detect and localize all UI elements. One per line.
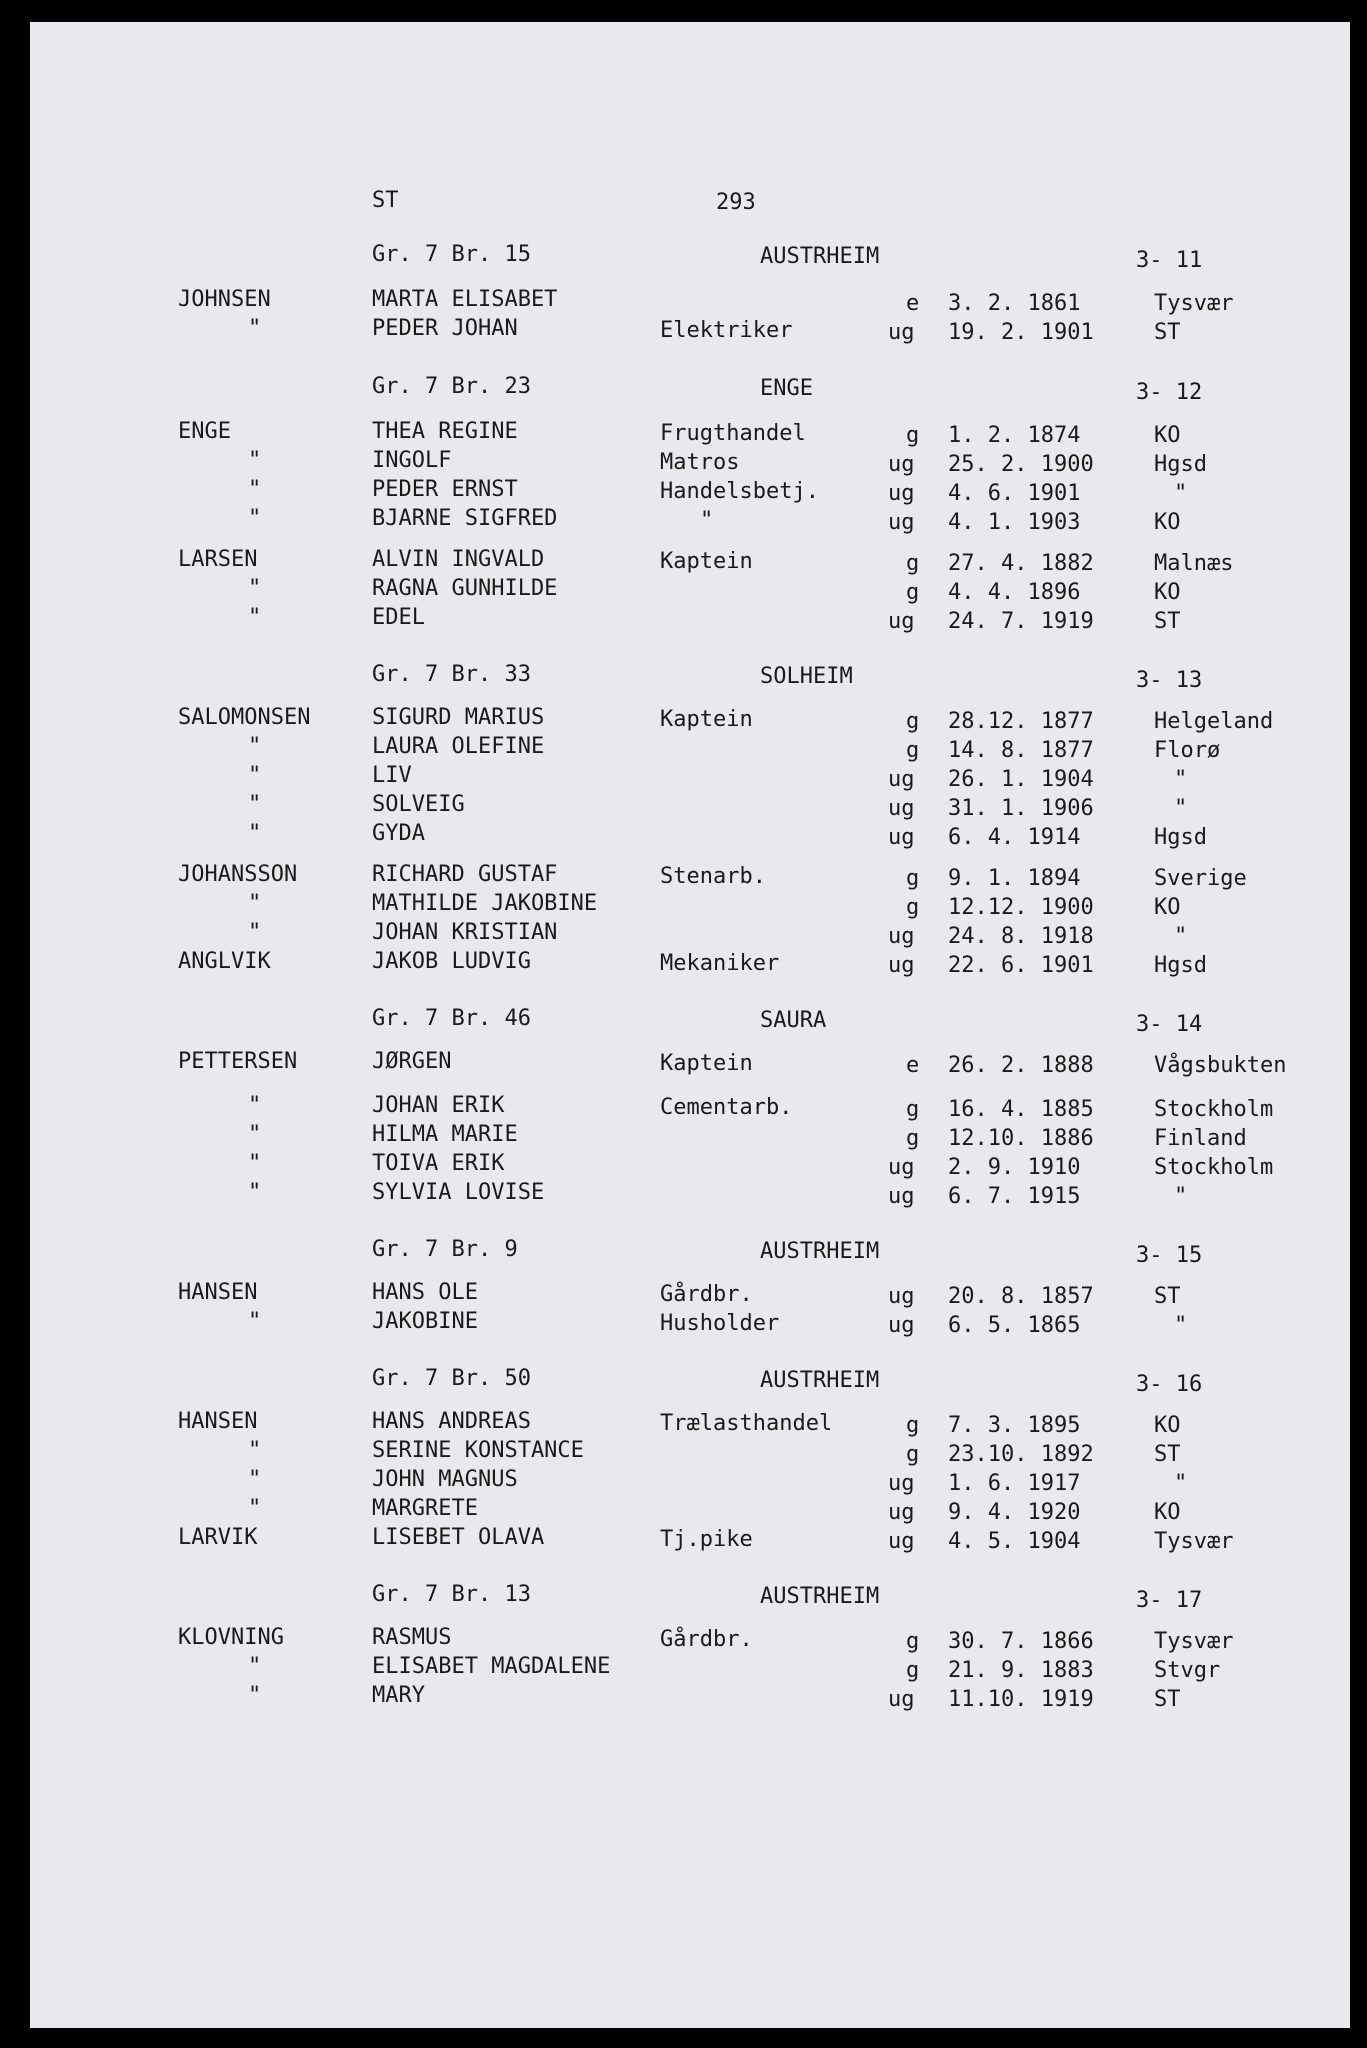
birthplace-cell: Tysvær (1154, 1529, 1234, 1554)
surname-cell: " (248, 1093, 262, 1118)
birthplace-cell: " (1174, 924, 1188, 949)
marital-status-cell: ug (888, 510, 915, 535)
birth-date-cell: 6. 5. 1865 (948, 1313, 1081, 1338)
given-name-cell: RASMUS (372, 1625, 452, 1650)
birthplace-cell: Stvgr (1154, 1658, 1221, 1683)
group-place: ENGE (760, 376, 813, 401)
group-place: AUSTRHEIM (760, 1584, 880, 1609)
surname-cell: " (248, 763, 262, 788)
occupation-cell: Elektriker (660, 318, 793, 343)
given-name-cell: GYDA (372, 821, 425, 846)
group-reference: Gr. 7 Br. 23 (372, 374, 531, 399)
surname-cell: " (248, 821, 262, 846)
surname-cell: LARSEN (178, 547, 258, 572)
marital-status-cell: e (906, 291, 920, 316)
given-name-cell: JAKOB LUDVIG (372, 949, 531, 974)
birthplace-cell: KO (1154, 510, 1181, 535)
surname-cell: JOHANSSON (178, 862, 298, 887)
birth-date-cell: 11.10. 1919 (948, 1687, 1094, 1712)
document-page (30, 22, 1350, 2028)
given-name-cell: PEDER JOHAN (372, 316, 518, 341)
given-name-cell: BJARNE SIGFRED (372, 506, 558, 531)
birthplace-cell: " (1174, 1471, 1188, 1496)
birth-date-cell: 30. 7. 1866 (948, 1629, 1094, 1654)
group-place: AUSTRHEIM (760, 244, 880, 269)
given-name-cell: RICHARD GUSTAF (372, 862, 558, 887)
occupation-cell: Handelsbetj. (660, 479, 819, 504)
given-name-cell: MARTA ELISABET (372, 287, 558, 312)
surname-cell: " (248, 891, 262, 916)
occupation-cell: Kaptein (660, 707, 753, 732)
group-place: SAURA (760, 1008, 827, 1033)
group-place: AUSTRHEIM (760, 1239, 880, 1264)
surname-cell: " (248, 792, 262, 817)
marital-status-cell: g (906, 1413, 920, 1438)
marital-status-cell: ug (888, 796, 915, 821)
surname-cell: " (248, 1438, 262, 1463)
birthplace-cell: Hgsd (1154, 953, 1207, 978)
group-code: 3- 17 (1136, 1588, 1203, 1613)
birthplace-cell: " (1174, 1184, 1188, 1209)
surname-cell: " (248, 734, 262, 759)
marital-status-cell: ug (888, 1471, 915, 1496)
group-reference: Gr. 7 Br. 46 (372, 1006, 531, 1031)
occupation-cell: Matros (660, 450, 740, 475)
group-place: SOLHEIM (760, 664, 853, 689)
birthplace-cell: Malnæs (1154, 551, 1234, 576)
birthplace-cell: Tysvær (1154, 291, 1234, 316)
birthplace-cell: ST (1154, 320, 1181, 345)
surname-cell: " (248, 448, 262, 473)
birthplace-cell: KO (1154, 1413, 1181, 1438)
birthplace-cell: Sverige (1154, 866, 1247, 891)
birthplace-cell: ST (1154, 1687, 1181, 1712)
birthplace-cell: ST (1154, 1442, 1181, 1467)
surname-cell: " (248, 920, 262, 945)
marital-status-cell: ug (888, 320, 915, 345)
birthplace-cell: Vågsbukten (1154, 1053, 1287, 1078)
birth-date-cell: 31. 1. 1906 (948, 796, 1094, 821)
marital-status-cell: ug (888, 609, 915, 634)
occupation-cell: Kaptein (660, 549, 753, 574)
birth-date-cell: 24. 8. 1918 (948, 924, 1094, 949)
occupation-cell: Gårdbr. (660, 1627, 753, 1652)
given-name-cell: LIV (372, 763, 412, 788)
given-name-cell: MATHILDE JAKOBINE (372, 891, 598, 916)
surname-cell: " (248, 1683, 262, 1708)
occupation-cell: Mekaniker (660, 951, 780, 976)
marital-status-cell: g (906, 580, 920, 605)
occupation-cell: Husholder (660, 1311, 780, 1336)
birth-date-cell: 19. 2. 1901 (948, 320, 1094, 345)
given-name-cell: SIGURD MARIUS (372, 705, 545, 730)
group-code: 3- 15 (1136, 1243, 1203, 1268)
given-name-cell: ALVIN INGVALD (372, 547, 545, 572)
birthplace-cell: Florø (1154, 738, 1221, 763)
marital-status-cell: g (906, 895, 920, 920)
marital-status-cell: ug (888, 924, 915, 949)
given-name-cell: JAKOBINE (372, 1309, 478, 1334)
surname-cell: " (248, 477, 262, 502)
given-name-cell: JOHN MAGNUS (372, 1467, 518, 1492)
page-number: 293 (716, 190, 756, 215)
given-name-cell: JØRGEN (372, 1049, 452, 1074)
surname-cell: HANSEN (178, 1409, 258, 1434)
birth-date-cell: 12.10. 1886 (948, 1126, 1094, 1151)
occupation-cell: Stenarb. (660, 864, 766, 889)
surname-cell: ENGE (178, 419, 231, 444)
given-name-cell: HILMA MARIE (372, 1122, 518, 1147)
given-name-cell: SOLVEIG (372, 792, 465, 817)
group-reference: Gr. 7 Br. 13 (372, 1582, 531, 1607)
given-name-cell: MARY (372, 1683, 425, 1708)
marital-status-cell: g (906, 551, 920, 576)
birthplace-cell: KO (1154, 580, 1181, 605)
birthplace-cell: Finland (1154, 1126, 1247, 1151)
birth-date-cell: 4. 6. 1901 (948, 481, 1081, 506)
birthplace-cell: Helgeland (1154, 709, 1274, 734)
surname-cell: " (248, 605, 262, 630)
occupation-cell: Frugthandel (660, 421, 806, 446)
surname-cell: LARVIK (178, 1525, 258, 1550)
marital-status-cell: ug (888, 452, 915, 477)
birth-date-cell: 7. 3. 1895 (948, 1413, 1081, 1438)
birth-date-cell: 22. 6. 1901 (948, 953, 1094, 978)
birth-date-cell: 21. 9. 1883 (948, 1658, 1094, 1683)
birthplace-cell: KO (1154, 423, 1181, 448)
marital-status-cell: g (906, 423, 920, 448)
birth-date-cell: 9. 4. 1920 (948, 1500, 1081, 1525)
given-name-cell: ELISABET MAGDALENE (372, 1654, 611, 1679)
birthplace-cell: Tysvær (1154, 1629, 1234, 1654)
given-name-cell: JOHAN KRISTIAN (372, 920, 558, 945)
birth-date-cell: 3. 2. 1861 (948, 291, 1081, 316)
birth-date-cell: 14. 8. 1877 (948, 738, 1094, 763)
surname-cell: " (248, 1467, 262, 1492)
birthplace-cell: KO (1154, 895, 1181, 920)
birth-date-cell: 23.10. 1892 (948, 1442, 1094, 1467)
marital-status-cell: g (906, 1658, 920, 1683)
marital-status-cell: ug (888, 953, 915, 978)
header-left: ST (372, 188, 399, 213)
birth-date-cell: 24. 7. 1919 (948, 609, 1094, 634)
given-name-cell: LAURA OLEFINE (372, 734, 545, 759)
marital-status-cell: g (906, 709, 920, 734)
birth-date-cell: 26. 1. 1904 (948, 767, 1094, 792)
marital-status-cell: ug (888, 1184, 915, 1209)
marital-status-cell: ug (888, 1529, 915, 1554)
given-name-cell: EDEL (372, 605, 425, 630)
group-code: 3- 11 (1136, 248, 1203, 273)
group-code: 3- 13 (1136, 668, 1203, 693)
birth-date-cell: 25. 2. 1900 (948, 452, 1094, 477)
birthplace-cell: Stockholm (1154, 1155, 1274, 1180)
birth-date-cell: 9. 1. 1894 (948, 866, 1081, 891)
marital-status-cell: g (906, 866, 920, 891)
given-name-cell: INGOLF (372, 448, 452, 473)
given-name-cell: MARGRETE (372, 1496, 478, 1521)
marital-status-cell: ug (888, 767, 915, 792)
surname-cell: " (248, 1496, 262, 1521)
birthplace-cell: ST (1154, 1284, 1181, 1309)
birth-date-cell: 1. 2. 1874 (948, 423, 1081, 448)
birth-date-cell: 20. 8. 1857 (948, 1284, 1094, 1309)
marital-status-cell: ug (888, 1687, 915, 1712)
birthplace-cell: ST (1154, 609, 1181, 634)
surname-cell: " (248, 1309, 262, 1334)
given-name-cell: THEA REGINE (372, 419, 518, 444)
birthplace-cell: KO (1154, 1500, 1181, 1525)
birthplace-cell: Hgsd (1154, 825, 1207, 850)
marital-status-cell: g (906, 1629, 920, 1654)
birthplace-cell: " (1174, 481, 1188, 506)
surname-cell: HANSEN (178, 1280, 258, 1305)
group-code: 3- 16 (1136, 1372, 1203, 1397)
birth-date-cell: 4. 4. 1896 (948, 580, 1081, 605)
occupation-cell: Kaptein (660, 1051, 753, 1076)
marital-status-cell: ug (888, 825, 915, 850)
surname-cell: " (248, 1151, 262, 1176)
marital-status-cell: e (906, 1053, 920, 1078)
surname-cell: " (248, 1654, 262, 1679)
marital-status-cell: ug (888, 1155, 915, 1180)
birth-date-cell: 2. 9. 1910 (948, 1155, 1081, 1180)
given-name-cell: TOIVA ERIK (372, 1151, 505, 1176)
surname-cell: " (248, 506, 262, 531)
group-reference: Gr. 7 Br. 9 (372, 1237, 518, 1262)
group-reference: Gr. 7 Br. 50 (372, 1366, 531, 1391)
marital-status-cell: g (906, 1442, 920, 1467)
surname-cell: " (248, 576, 262, 601)
given-name-cell: HANS ANDREAS (372, 1409, 531, 1434)
surname-cell: JOHNSEN (178, 287, 271, 312)
marital-status-cell: ug (888, 1500, 915, 1525)
marital-status-cell: ug (888, 481, 915, 506)
birthplace-cell: " (1174, 1313, 1188, 1338)
marital-status-cell: ug (888, 1313, 915, 1338)
birth-date-cell: 28.12. 1877 (948, 709, 1094, 734)
given-name-cell: RAGNA GUNHILDE (372, 576, 558, 601)
surname-cell: PETTERSEN (178, 1049, 298, 1074)
given-name-cell: SERINE KONSTANCE (372, 1438, 584, 1463)
given-name-cell: JOHAN ERIK (372, 1093, 505, 1118)
given-name-cell: SYLVIA LOVISE (372, 1180, 545, 1205)
surname-cell: " (248, 1122, 262, 1147)
birthplace-cell: Stockholm (1154, 1097, 1274, 1122)
marital-status-cell: g (906, 1097, 920, 1122)
group-reference: Gr. 7 Br. 15 (372, 242, 531, 267)
occupation-cell: Cementarb. (660, 1095, 793, 1120)
birth-date-cell: 1. 6. 1917 (948, 1471, 1081, 1496)
birth-date-cell: 16. 4. 1885 (948, 1097, 1094, 1122)
occupation-cell: Tj.pike (660, 1527, 753, 1552)
group-place: AUSTRHEIM (760, 1368, 880, 1393)
occupation-cell: Gårdbr. (660, 1282, 753, 1307)
group-code: 3- 14 (1136, 1012, 1203, 1037)
given-name-cell: LISEBET OLAVA (372, 1525, 545, 1550)
surname-cell: ANGLVIK (178, 949, 271, 974)
marital-status-cell: ug (888, 1284, 915, 1309)
birth-date-cell: 6. 4. 1914 (948, 825, 1081, 850)
birth-date-cell: 6. 7. 1915 (948, 1184, 1081, 1209)
given-name-cell: PEDER ERNST (372, 477, 518, 502)
group-reference: Gr. 7 Br. 33 (372, 662, 531, 687)
birth-date-cell: 27. 4. 1882 (948, 551, 1094, 576)
group-code: 3- 12 (1136, 380, 1203, 405)
surname-cell: " (248, 316, 262, 341)
marital-status-cell: g (906, 738, 920, 763)
surname-cell: KLOVNING (178, 1625, 284, 1650)
birthplace-cell: Hgsd (1154, 452, 1207, 477)
occupation-cell: Trælasthandel (660, 1411, 833, 1436)
birth-date-cell: 4. 5. 1904 (948, 1529, 1081, 1554)
birth-date-cell: 26. 2. 1888 (948, 1053, 1094, 1078)
marital-status-cell: g (906, 1126, 920, 1151)
birthplace-cell: " (1174, 796, 1188, 821)
birthplace-cell: " (1174, 767, 1188, 792)
birth-date-cell: 4. 1. 1903 (948, 510, 1081, 535)
occupation-cell: " (700, 508, 714, 533)
surname-cell: SALOMONSEN (178, 705, 311, 730)
surname-cell: " (248, 1180, 262, 1205)
birth-date-cell: 12.12. 1900 (948, 895, 1094, 920)
given-name-cell: HANS OLE (372, 1280, 478, 1305)
